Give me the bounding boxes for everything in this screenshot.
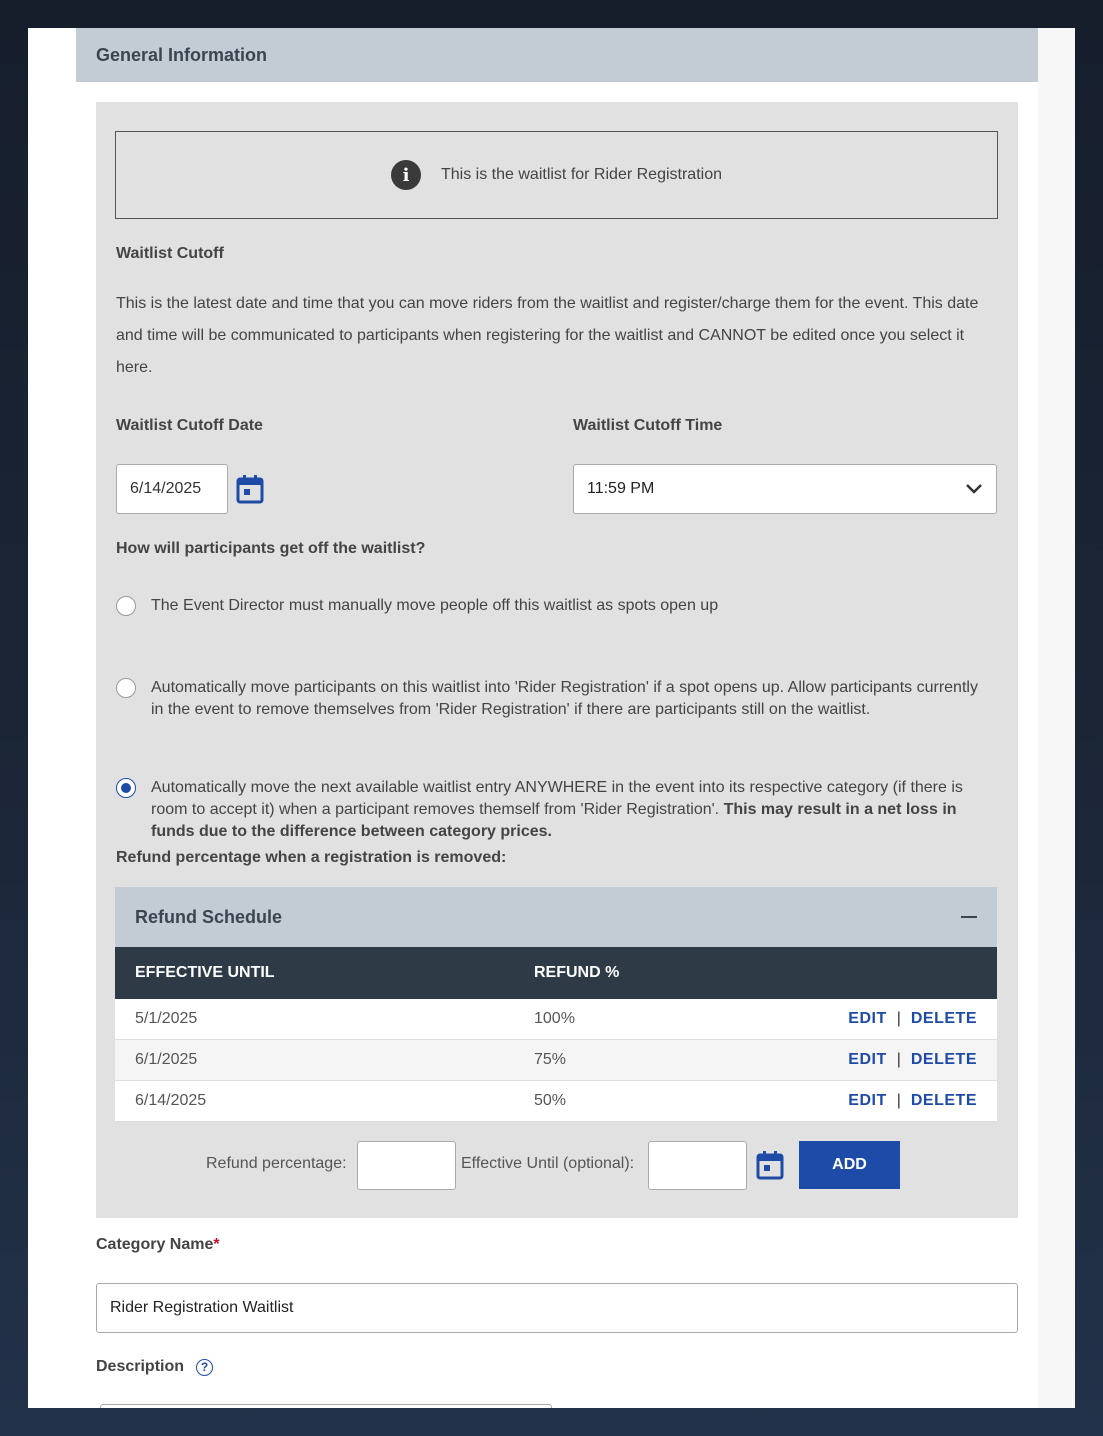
required-mark: * [213, 1236, 220, 1253]
waitlist-cutoff-description: This is the latest date and time that you can move riders from the waitlist and register/charge them for the event. This date and time will be communicated to participants when registering for the waitlist and CANNOT be edited once you select it here. [116, 295, 979, 376]
radio-auto-category-label: Automatically move participants on this waitlist into 'Rider Registration' if a spot opens up. Allow participants currently in the event to remove themselves from 'Rider Registration' if there are participants still on the waitlist. [151, 679, 978, 718]
cutoff-time-select[interactable] [573, 464, 997, 514]
refund-label: Refund percentage when a registration is removed: [116, 849, 507, 866]
radio-auto-anywhere-label: Automatically move the next available waitlist entry ANYWHERE in the event into its respective category (if there is room to accept it) when a participant removes themself from 'Rider Registration'. This may result in a net loss in funds due to the difference between category prices. [151, 779, 963, 840]
radio-auto-category[interactable] [116, 678, 136, 698]
waitlist-cutoff-heading: Waitlist Cutoff [116, 245, 224, 262]
category-name-label: Category Name* [96, 1236, 220, 1253]
question-icon[interactable]: ? [196, 1359, 213, 1376]
refund-schedule-header[interactable] [115, 887, 997, 947]
add-until-label: Effective Until (optional): [461, 1155, 635, 1172]
chevron-down-icon [964, 481, 984, 497]
table-row: 5/1/2025 100% EDIT | DELETE [115, 999, 997, 1040]
waitlist-option-auto-anywhere[interactable] [116, 777, 986, 843]
waitlist-settings-box [96, 102, 1018, 1218]
add-button[interactable]: ADD [799, 1141, 900, 1189]
edit-link[interactable]: EDIT [848, 1051, 887, 1068]
add-refund-row [96, 1140, 1018, 1190]
edit-link[interactable]: EDIT [848, 1010, 887, 1027]
category-name-input[interactable]: Rider Registration Waitlist [96, 1283, 1018, 1333]
radio-manual[interactable] [116, 596, 136, 616]
table-row: 6/14/2025 50% EDIT | DELETE [115, 1081, 997, 1122]
panel-header [76, 28, 1038, 82]
cutoff-time-label: Waitlist Cutoff Time [573, 417, 723, 434]
col-effective-until: EFFECTIVE UNTIL [135, 964, 275, 981]
waitlist-option-manual[interactable] [116, 595, 986, 617]
row-date: 6/14/2025 [135, 1092, 207, 1109]
collapse-icon[interactable] [961, 916, 977, 918]
row-date: 5/1/2025 [135, 1010, 198, 1027]
refund-table-header [115, 947, 997, 999]
delete-link[interactable]: DELETE [910, 1092, 977, 1109]
left-margin [28, 28, 76, 1408]
row-percent: 75% [534, 1051, 567, 1068]
radio-auto-anywhere[interactable] [116, 778, 136, 798]
cutoff-time-value: 11:59 PM [587, 480, 655, 497]
table-row: 6/1/2025 75% EDIT | DELETE [115, 1040, 997, 1081]
description-input[interactable] [100, 1404, 552, 1408]
cutoff-date-label: Waitlist Cutoff Date [116, 417, 263, 434]
refund-schedule [115, 887, 997, 1122]
waitlist-option-auto-category[interactable] [116, 677, 986, 721]
waitlist-mode-question: How will participants get off the waitlist? [116, 540, 426, 557]
effective-until-input[interactable] [648, 1141, 747, 1190]
col-refund-percent: REFUND % [534, 964, 620, 981]
info-banner-text: This is the waitlist for Rider Registration [441, 166, 722, 183]
edit-link[interactable]: EDIT [848, 1092, 887, 1109]
delete-link[interactable]: DELETE [910, 1010, 977, 1027]
row-percent: 100% [534, 1010, 575, 1027]
cutoff-date-input[interactable]: 6/14/2025 [116, 464, 228, 514]
row-date: 6/1/2025 [135, 1051, 198, 1068]
refund-schedule-title: Refund Schedule [135, 906, 283, 927]
general-information-panel [76, 28, 1038, 1408]
panel-title: General Information [96, 44, 268, 65]
calendar-icon[interactable] [236, 474, 264, 504]
description-label: Description ? [96, 1358, 213, 1376]
delete-link[interactable]: DELETE [910, 1051, 977, 1068]
net-loss-warning: This may result in a net loss in funds due to the difference between category prices. [151, 801, 957, 840]
app-window [28, 28, 1075, 1408]
info-banner [115, 131, 998, 219]
calendar-icon[interactable] [756, 1150, 784, 1180]
info-icon: i [391, 160, 421, 190]
row-percent: 50% [534, 1092, 567, 1109]
refund-percentage-input[interactable] [357, 1141, 456, 1190]
radio-manual-label: The Event Director must manually move people off this waitlist as spots open up [151, 597, 719, 614]
add-percent-label: Refund percentage: [206, 1155, 347, 1172]
